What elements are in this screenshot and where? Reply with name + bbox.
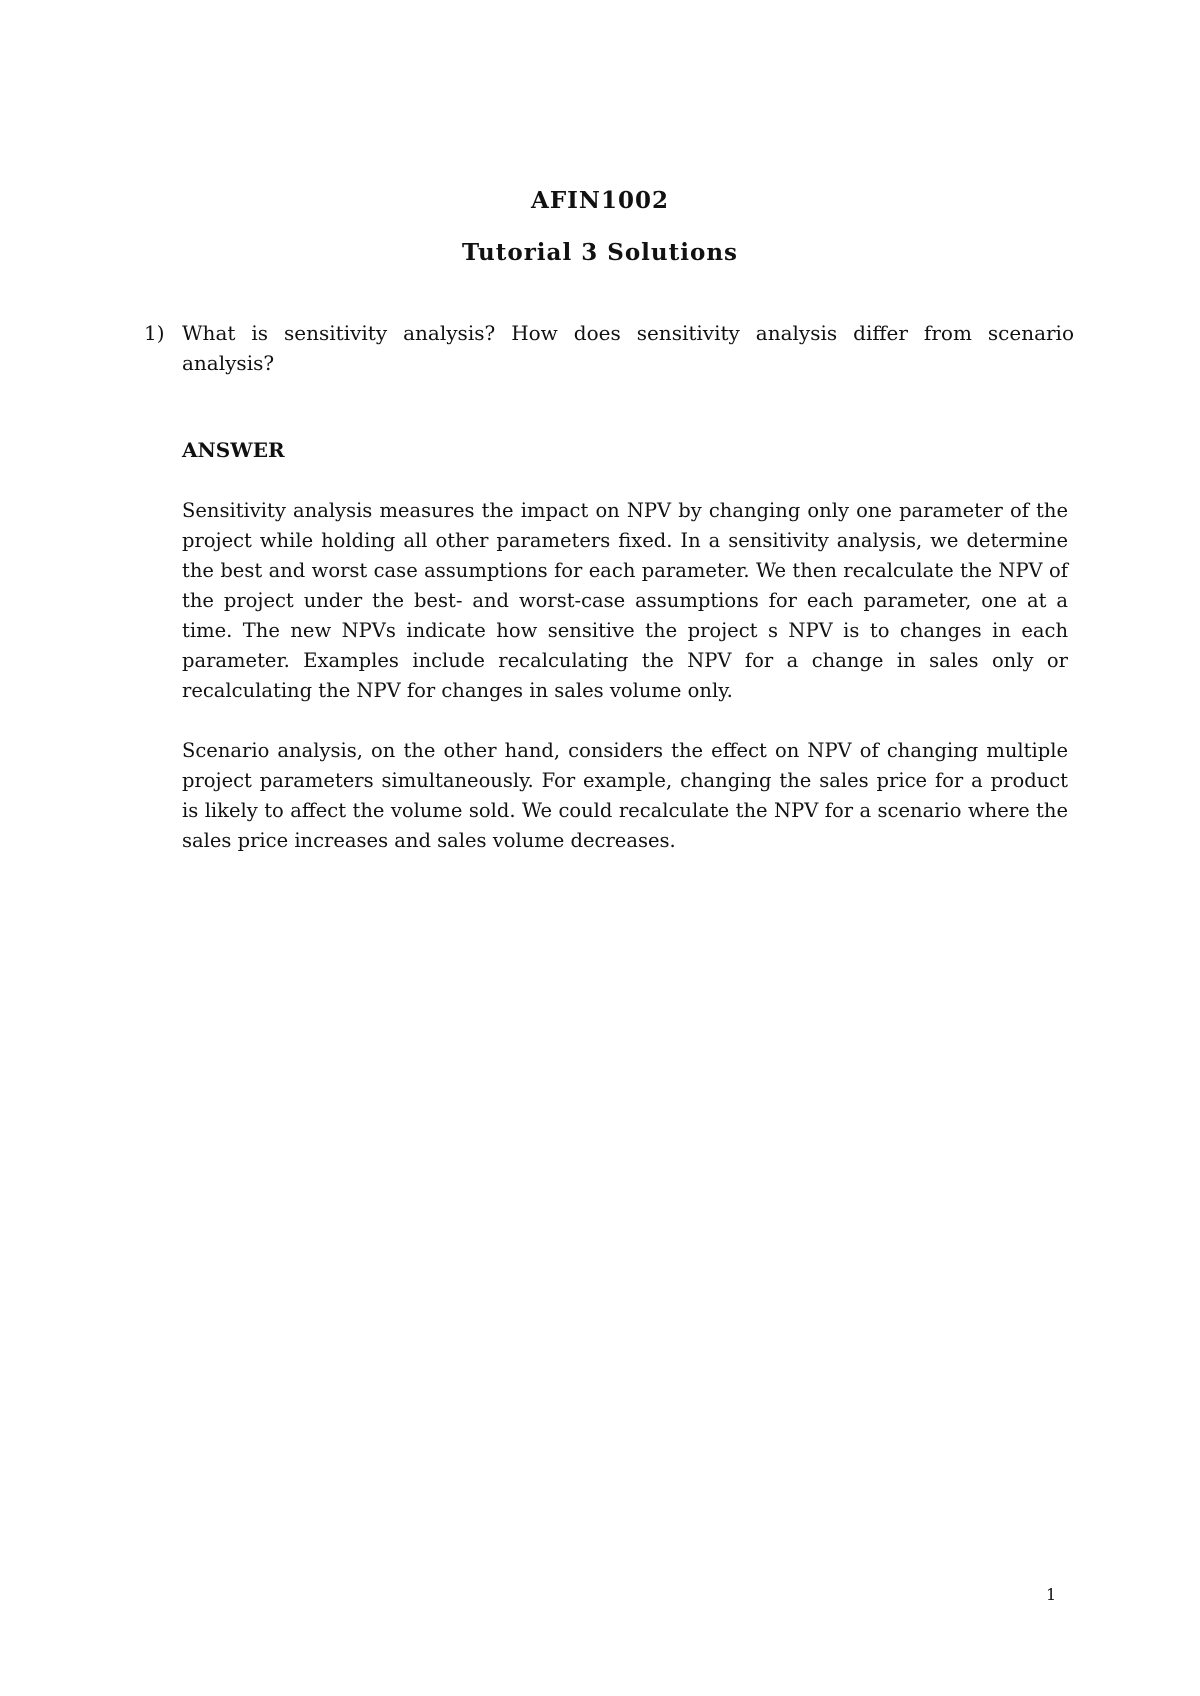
tutorial-title-heading: Tutorial 3 Solutions xyxy=(462,239,738,266)
course-code-heading: AFIN1002 xyxy=(531,187,669,214)
question-number: 1) xyxy=(144,321,165,345)
answer-paragraph-sensitivity: Sensitivity analysis measures the impact on NPV by changing only one parameter of the project while holding all other parameters fixed. In a sensitivity analysis, we determine the best and worst case assumptions for each parameter. We then recalculate the NPV of the project under the best- and worst-case assumptions for each parameter, one at a time. The new NPVs indicate how sensitive the project s NPV is to changes in each parameter. Examples include recalculating the NPV for a change in sales only or recalculating the NPV for changes in sales volume only. xyxy=(182,499,1068,702)
answer-paragraph-scenario: Scenario analysis, on the other hand, considers the effect on NPV of changing multiple project parameters simultaneously. For example, changing the sales price for a product is likely to affect the volume sold. We could recalculate the NPV for a scenario where the sales price increases and sales volume decreases. xyxy=(182,739,1068,852)
answer-heading: ANSWER xyxy=(182,438,285,462)
question-text: What is sensitivity analysis? How does sensitivity analysis differ from scenario analysis? xyxy=(182,321,1074,375)
page-number: 1 xyxy=(1046,1585,1057,1604)
question-1 xyxy=(144,318,1074,378)
